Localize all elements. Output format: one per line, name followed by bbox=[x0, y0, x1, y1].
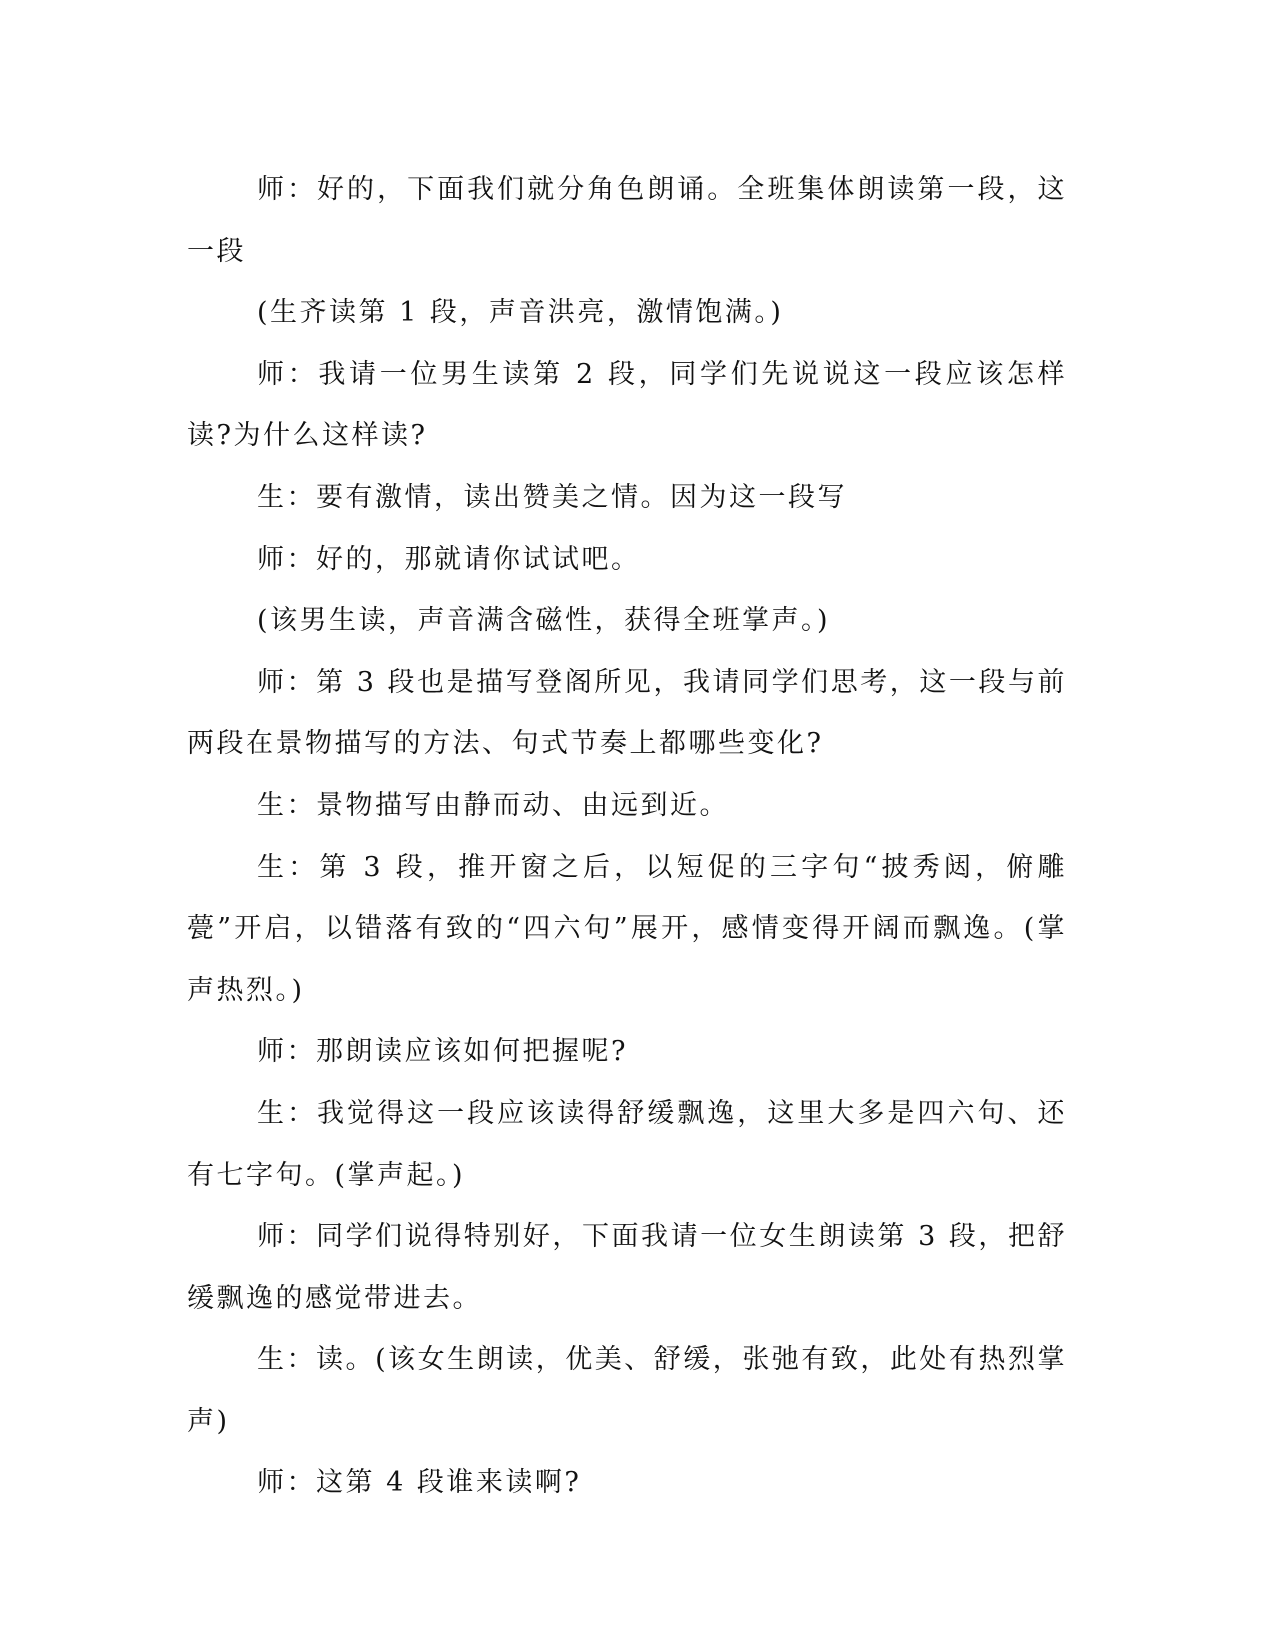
paragraph: 生：我觉得这一段应该读得舒缓飘逸，这里大多是四六句、还有七字句。(掌声起。) bbox=[187, 1097, 1067, 1191]
paragraph: 生：景物描写由静而动、由远到近。 bbox=[257, 789, 729, 821]
paragraph: 师：好的，那就请你试试吧。 bbox=[257, 543, 641, 575]
paragraph: 生：读。(该女生朗读，优美、舒缓，张弛有致，此处有热烈掌声) bbox=[187, 1344, 1067, 1437]
paragraph: (该男生读，声音满含磁性，获得全班掌声。) bbox=[257, 605, 831, 637]
paragraph: 生：要有激情，读出赞美之情。因为这一段写 bbox=[257, 481, 847, 513]
paragraph: (生齐读第 1 段，声音洪亮，激情饱满。) bbox=[257, 297, 784, 329]
paragraph: 师：好的，下面我们就分角色朗诵。全班集体朗读第一段，这一段 bbox=[187, 174, 1067, 267]
paragraph: 师：我请一位男生读第 2 段，同学们先说说这一段应该怎样读?为什么这样读? bbox=[187, 358, 1067, 452]
paragraph: 生：第 3 段，推开窗之后，以短促的三字句“披秀闼，俯雕甍”开启，以错落有致的“四六句”展开，感情变得开阔而飘逸。(掌声热烈。) bbox=[187, 851, 1067, 1006]
paragraph: 师：同学们说得特别好，下面我请一位女生朗读第 3 段，把舒缓飘逸的感觉带进去。 bbox=[187, 1221, 1067, 1314]
paragraph: 师：那朗读应该如何把握呢? bbox=[257, 1036, 628, 1068]
paragraph: 师：这第 4 段谁来读啊? bbox=[257, 1467, 582, 1499]
paragraph: 师：第 3 段也是描写登阁所见，我请同学们思考，这一段与前两段在景物描写的方法、句式节奏上都哪些变化? bbox=[187, 666, 1067, 760]
document-body bbox=[187, 159, 1067, 1514]
